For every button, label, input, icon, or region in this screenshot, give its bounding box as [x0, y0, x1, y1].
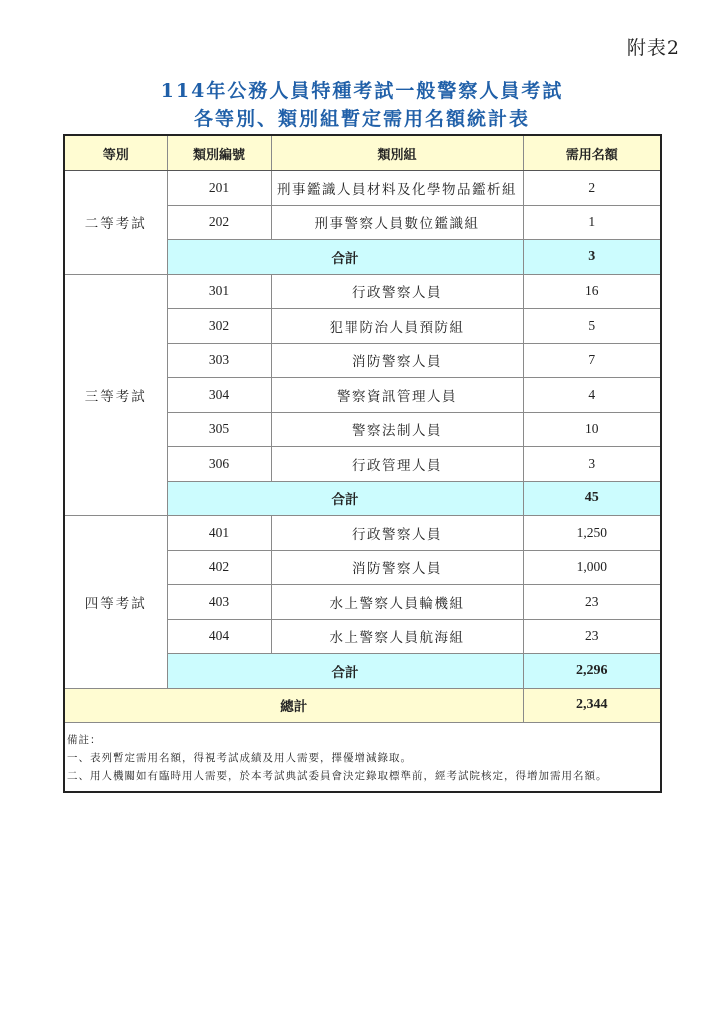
grade-cell: 三等考試 — [64, 274, 167, 516]
notes-cell — [64, 723, 661, 793]
category-cell: 行政管理人員 — [271, 447, 523, 482]
quota-cell: 10 — [523, 412, 661, 447]
code-cell: 306 — [167, 447, 271, 482]
quota-cell: 16 — [523, 274, 661, 309]
header-category: 類別組 — [271, 135, 523, 171]
subtotal-value: 45 — [523, 481, 661, 516]
grand-total-row — [64, 688, 661, 723]
quota-cell: 5 — [523, 309, 661, 344]
code-cell: 301 — [167, 274, 271, 309]
subtotal-value: 2,296 — [523, 654, 661, 689]
quota-cell: 4 — [523, 378, 661, 413]
category-cell: 刑事鑑識人員材料及化學物品鑑析組 — [271, 171, 523, 206]
quota-table — [63, 134, 662, 793]
category-cell: 水上警察人員航海組 — [271, 619, 523, 654]
note-item: 一、表列暫定需用名額，得視考試成績及用人需要，擇優增減錄取。 — [67, 752, 412, 764]
quota-cell: 1,250 — [523, 516, 661, 551]
category-cell: 警察資訊管理人員 — [271, 378, 523, 413]
quota-cell: 23 — [523, 619, 661, 654]
category-cell: 水上警察人員輪機組 — [271, 585, 523, 620]
quota-cell: 1,000 — [523, 550, 661, 585]
attachment-label: 附表2 — [626, 37, 680, 59]
grade-cell: 四等考試 — [64, 516, 167, 689]
grand-total-value: 2,344 — [523, 688, 661, 723]
code-cell: 404 — [167, 619, 271, 654]
code-cell: 403 — [167, 585, 271, 620]
page-title-line1: 114年公務人員特種考試一般警察人員考試 — [160, 80, 564, 102]
category-cell: 行政警察人員 — [271, 516, 523, 551]
header-code: 類別編號 — [167, 135, 271, 171]
category-cell: 消防警察人員 — [271, 550, 523, 585]
notes-row — [64, 723, 661, 793]
header-grade: 等別 — [64, 135, 167, 171]
code-cell: 304 — [167, 378, 271, 413]
code-cell: 401 — [167, 516, 271, 551]
quota-cell: 23 — [523, 585, 661, 620]
table-row — [64, 516, 661, 551]
notes-heading: 備註： — [67, 734, 102, 746]
code-cell: 402 — [167, 550, 271, 585]
quota-cell: 2 — [523, 171, 661, 206]
subtotal-value: 3 — [523, 240, 661, 275]
table-row — [64, 274, 661, 309]
code-cell: 201 — [167, 171, 271, 206]
grade-cell: 二等考試 — [64, 171, 167, 275]
grand-total-label: 總計 — [64, 688, 523, 723]
category-cell: 警察法制人員 — [271, 412, 523, 447]
category-cell: 行政警察人員 — [271, 274, 523, 309]
category-cell: 刑事警察人員數位鑑識組 — [271, 205, 523, 240]
quota-cell: 7 — [523, 343, 661, 378]
category-cell: 消防警察人員 — [271, 343, 523, 378]
quota-cell: 1 — [523, 205, 661, 240]
quota-cell: 3 — [523, 447, 661, 482]
subtotal-label: 合計 — [167, 240, 523, 275]
header-row — [64, 135, 661, 171]
code-cell: 302 — [167, 309, 271, 344]
page-title-line2: 各等別、類別組暫定需用名額統計表 — [193, 108, 530, 130]
code-cell: 303 — [167, 343, 271, 378]
code-cell: 305 — [167, 412, 271, 447]
subtotal-label: 合計 — [167, 654, 523, 689]
category-cell: 犯罪防治人員預防組 — [271, 309, 523, 344]
table-row — [64, 171, 661, 206]
code-cell: 202 — [167, 205, 271, 240]
subtotal-label: 合計 — [167, 481, 523, 516]
header-quota: 需用名額 — [523, 135, 661, 171]
note-item: 二、用人機關如有臨時用人需要，於本考試典試委員會決定錄取標準前，經考試院核定，得增加需用名額。 — [67, 770, 608, 782]
